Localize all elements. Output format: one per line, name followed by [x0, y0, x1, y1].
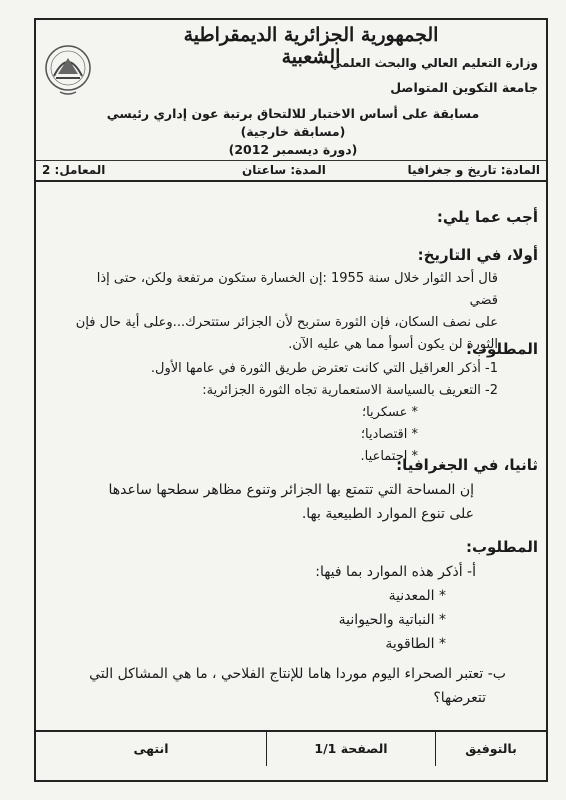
question-b-line: ب- تعتبر الصحراء اليوم موردا هاما للإنتاج الفلاحي ، ما هي المشاكل التي: [89, 666, 506, 682]
exam-info-row: [36, 160, 546, 181]
list-item: * المعدنية: [388, 588, 446, 604]
question-1: 1- أذكر العراقيل التي كانت تعترض طريق الثورة في عامها الأول.: [150, 361, 498, 376]
list-item: * الطاقوية: [385, 636, 446, 652]
instruction: أجب عما يلي:: [436, 208, 538, 226]
question-b-line: تتعرضها؟: [433, 690, 486, 706]
geography-text: [54, 478, 474, 526]
geography-heading: ثانيا، في الجغرافيا:: [396, 456, 538, 474]
geo-line: إن المساحة التي تتمتع بها الجزائر وتنوع مظاهر سطحها ساعدها: [108, 482, 474, 498]
geography-question-a: [76, 560, 476, 656]
history-required-label: المطلوب:: [465, 340, 538, 358]
good-luck-label: بالتوفيق: [465, 741, 517, 756]
list-item: * النباتية والحيوانية: [338, 612, 446, 628]
coefficient-label: المعامل: 2: [42, 163, 106, 177]
footer-row: [36, 730, 546, 766]
ministry-name: وزارة التعليم العالي والبحث العلمي: [329, 56, 538, 70]
history-heading: أولا، في التاريخ:: [417, 246, 538, 264]
question-a: أ- أذكر هذه الموارد بما فيها:: [315, 564, 476, 580]
duration-label: المدة: ساعتان: [242, 163, 326, 177]
geography-required-label: المطلوب:: [465, 538, 538, 556]
university-name: جامعة التكوين المتواصل: [390, 80, 538, 95]
session-date: (دورة ديسمبر 2012): [228, 142, 358, 157]
question-2: 2- التعريف بالسياسة الاستعمارية تجاه الثورة الجزائرية:: [202, 383, 498, 398]
quote-line: قال أحد الثوار خلال سنة 1955 :إن الخسارة ستكون مرتفعة ولكن، حتى إذا قضي: [96, 271, 498, 308]
list-item: * اقتصاديا؛: [360, 427, 418, 442]
history-quote: [68, 268, 498, 356]
subject-label: المادة: تاريخ و جغرافيا: [407, 163, 540, 177]
history-questions: [58, 358, 498, 468]
header-divider: [36, 180, 546, 182]
quote-line: الثورة لن يكون أسوأ مما هي عليه الآن.: [288, 337, 498, 352]
list-item: * عسكريا؛: [361, 405, 418, 420]
contest-type: (مسابقة خارجية): [240, 124, 346, 139]
page-number: الصفحة 1/1: [314, 741, 388, 756]
geo-line: على تنوع الموارد الطبيعية بها.: [301, 506, 474, 522]
footer-divider: [266, 732, 267, 766]
contest-title: مسابقة على أساس الاختبار للالتحاق برتبة عون إداري رئيسي: [106, 106, 480, 121]
university-logo: [42, 42, 94, 100]
end-label: انتهى: [133, 741, 169, 756]
geography-question-b: [46, 662, 506, 710]
republic-title: الجمهورية الجزائرية الديمقراطية الشعبية: [183, 24, 439, 68]
exam-sheet: [34, 18, 548, 782]
quote-line: على نصف السكان، فإن الثورة ستربح لأن الجزائر ستتحرك...وعلى أية حال فإن: [75, 315, 498, 330]
list-item: * اجتماعيا.: [360, 449, 418, 464]
